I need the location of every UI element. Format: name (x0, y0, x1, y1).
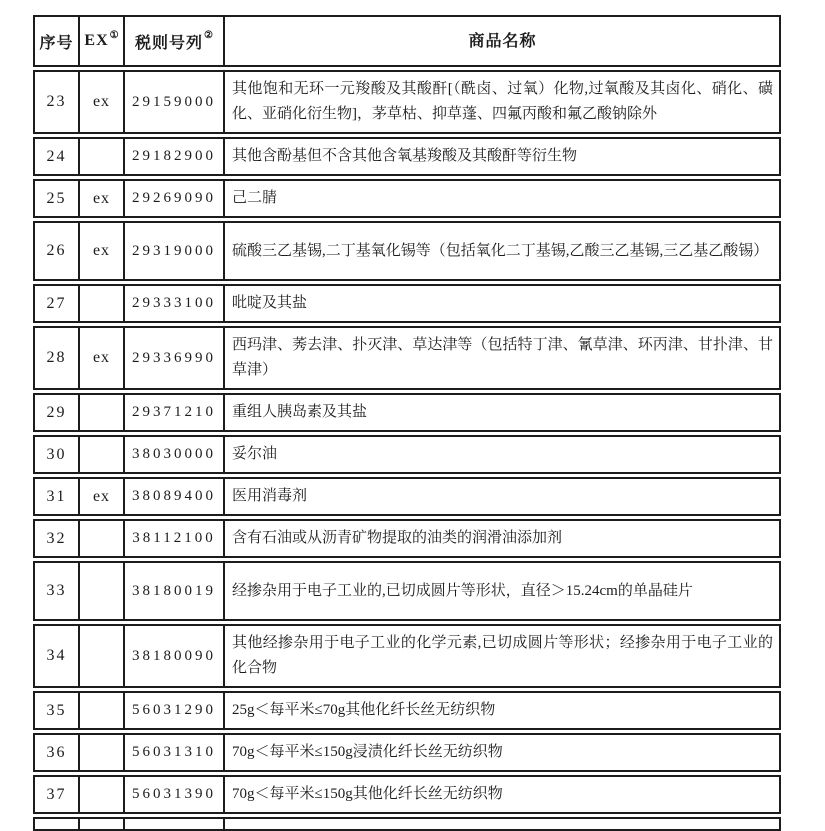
name-value: 经掺杂用于电子工业的,已切成圆片等形状，直径＞15.24cm的单晶硅片 (232, 582, 693, 599)
code-value: 29333100 (132, 295, 216, 311)
code-value: 56031310 (132, 744, 216, 760)
code-value: 38180090 (132, 647, 216, 664)
serial-value: 26 (46, 242, 67, 259)
serial-cell (35, 626, 80, 686)
code-value: 56031390 (132, 786, 216, 802)
code-cell (125, 223, 225, 279)
header-ex-label: EX (84, 32, 109, 49)
code-cell (125, 286, 225, 321)
serial-value: 32 (46, 529, 67, 547)
name-cell (225, 72, 779, 132)
serial-cell (35, 223, 80, 279)
name-cell (225, 626, 779, 686)
ex-cell (80, 328, 125, 388)
code-value: 29159000 (132, 93, 216, 110)
serial-value: 23 (46, 93, 67, 110)
ex-cell (80, 181, 125, 216)
name-cell (225, 395, 779, 430)
header-serial-label: 序号 (39, 34, 74, 52)
name-cell (225, 139, 779, 174)
ex-cell (80, 286, 125, 321)
table-row (33, 691, 781, 730)
header-ex (80, 17, 125, 65)
table-row (33, 435, 781, 474)
serial-value: 33 (46, 582, 67, 599)
serial-cell (35, 521, 80, 556)
name-cell (225, 479, 779, 514)
serial-value: 28 (46, 349, 67, 366)
code-cell (125, 139, 225, 174)
serial-value: 36 (46, 743, 67, 761)
table-row (33, 221, 781, 281)
code-cell (125, 72, 225, 132)
name-value: 西玛津、莠去津、扑灭津、草达津等（包括特丁津、氰草津、环丙津、甘扑津、甘草津） (232, 337, 773, 378)
ex-value: ex (92, 487, 111, 505)
serial-cell (35, 181, 80, 216)
header-name (225, 17, 779, 65)
name-cell (225, 521, 779, 556)
code-value: 38112100 (132, 530, 216, 546)
name-value: 含有石油或从沥青矿物提取的油类的润滑油添加剂 (232, 530, 563, 546)
serial-cell (35, 328, 80, 388)
name-value: 医用消毒剂 (232, 488, 308, 504)
name-value: 其他饱和无环一元羧酸及其酸酐[（酰卤、过氧）化物,过氧酸及其卤化、硝化、磺化、亚硝化衍生物]，茅草枯、抑草蓬、四氟丙酸和氟乙酸钠除外 (232, 81, 773, 122)
ex-cell (80, 521, 125, 556)
name-value: 70g＜每平米≤150g其他化纤长丝无纺织物 (232, 786, 503, 802)
table-row (33, 284, 781, 323)
header-code-label: 税则号列 (135, 34, 204, 52)
ex-value: ex (92, 349, 111, 366)
name-cell (225, 328, 779, 388)
name-cell (225, 223, 779, 279)
serial-value: 34 (46, 647, 67, 664)
serial-cell (35, 819, 80, 829)
ex-cell (80, 395, 125, 430)
serial-cell (35, 139, 80, 174)
name-value: 25g＜每平米≤70g其他化纤长丝无纺织物 (232, 702, 496, 718)
code-cell (125, 626, 225, 686)
ex-cell (80, 777, 125, 812)
name-value: 妥尔油 (232, 446, 278, 462)
table-body (33, 70, 781, 814)
header-serial (35, 17, 80, 65)
serial-value: 30 (46, 445, 67, 463)
name-cell (225, 286, 779, 321)
ex-value: ex (92, 242, 111, 259)
ex-cell (80, 693, 125, 728)
code-cell (125, 563, 225, 619)
header-code (125, 17, 225, 65)
serial-value: 31 (46, 487, 67, 505)
code-value: 29269090 (132, 190, 216, 206)
name-value: 其他经掺杂用于电子工业的化学元素,已切成圆片等形状；经掺杂用于电子工业的化合物 (232, 635, 773, 676)
serial-cell (35, 479, 80, 514)
serial-value: 25 (46, 189, 67, 207)
table-row (33, 137, 781, 176)
serial-cell (35, 777, 80, 812)
code-cell (125, 693, 225, 728)
table-row (33, 519, 781, 558)
serial-cell (35, 72, 80, 132)
ex-cell (80, 819, 125, 829)
table-row (33, 179, 781, 218)
header-ex-footnote-mark: ① (109, 30, 120, 41)
serial-cell (35, 395, 80, 430)
name-value: 硫酸三乙基锡,二丁基氧化锡等（包括氧化二丁基锡,乙酸三乙基锡,三乙基乙酸锡） (232, 242, 769, 259)
ex-cell (80, 139, 125, 174)
serial-cell (35, 693, 80, 728)
code-value: 38180019 (132, 582, 216, 599)
ex-cell (80, 479, 125, 514)
code-cell (125, 819, 225, 829)
ex-value: ex (92, 93, 111, 110)
ex-cell (80, 563, 125, 619)
code-value: 38089400 (132, 488, 216, 504)
table-row (33, 477, 781, 516)
ex-cell (80, 626, 125, 686)
code-value: 29319000 (132, 242, 216, 259)
code-value: 56031290 (132, 702, 216, 718)
table-row (33, 561, 781, 621)
code-value: 29336990 (132, 349, 216, 366)
ex-cell (80, 72, 125, 132)
table-row (33, 70, 781, 134)
code-cell (125, 181, 225, 216)
table-row (33, 393, 781, 432)
code-value: 29182900 (132, 148, 216, 164)
header-code-footnote-mark: ② (204, 30, 214, 41)
name-cell (225, 819, 779, 829)
serial-cell (35, 735, 80, 770)
name-cell (225, 693, 779, 728)
serial-cell (35, 437, 80, 472)
serial-value: 35 (46, 701, 67, 719)
header-name-label: 商品名称 (468, 32, 537, 50)
name-cell (225, 777, 779, 812)
ex-cell (80, 735, 125, 770)
table-header-row (33, 15, 781, 67)
name-cell (225, 563, 779, 619)
code-cell (125, 479, 225, 514)
name-cell (225, 437, 779, 472)
name-value: 70g＜每平米≤150g浸渍化纤长丝无纺织物 (232, 744, 503, 760)
code-cell (125, 735, 225, 770)
code-cell (125, 328, 225, 388)
next-row-partial (33, 817, 781, 831)
name-value: 己二腈 (232, 190, 278, 206)
table-row (33, 733, 781, 772)
serial-cell (35, 563, 80, 619)
code-cell (125, 395, 225, 430)
name-cell (225, 181, 779, 216)
table-row (33, 775, 781, 814)
name-value: 吡啶及其盐 (232, 295, 308, 311)
table-row (33, 326, 781, 390)
name-value: 重组人胰岛素及其盐 (232, 404, 368, 420)
name-cell (225, 735, 779, 770)
tariff-table (33, 15, 781, 831)
ex-cell (80, 223, 125, 279)
ex-value: ex (92, 189, 111, 207)
serial-value: 27 (46, 294, 67, 312)
code-cell (125, 437, 225, 472)
code-value: 38030000 (132, 446, 216, 462)
code-cell (125, 777, 225, 812)
serial-value: 37 (46, 785, 67, 803)
serial-value: 29 (46, 403, 67, 421)
ex-cell (80, 437, 125, 472)
serial-value: 24 (46, 147, 67, 165)
code-value: 29371210 (132, 404, 216, 420)
code-cell (125, 521, 225, 556)
serial-cell (35, 286, 80, 321)
name-value: 其他含酚基但不含其他含氧基羧酸及其酸酐等衍生物 (232, 148, 578, 164)
table-row (33, 624, 781, 688)
